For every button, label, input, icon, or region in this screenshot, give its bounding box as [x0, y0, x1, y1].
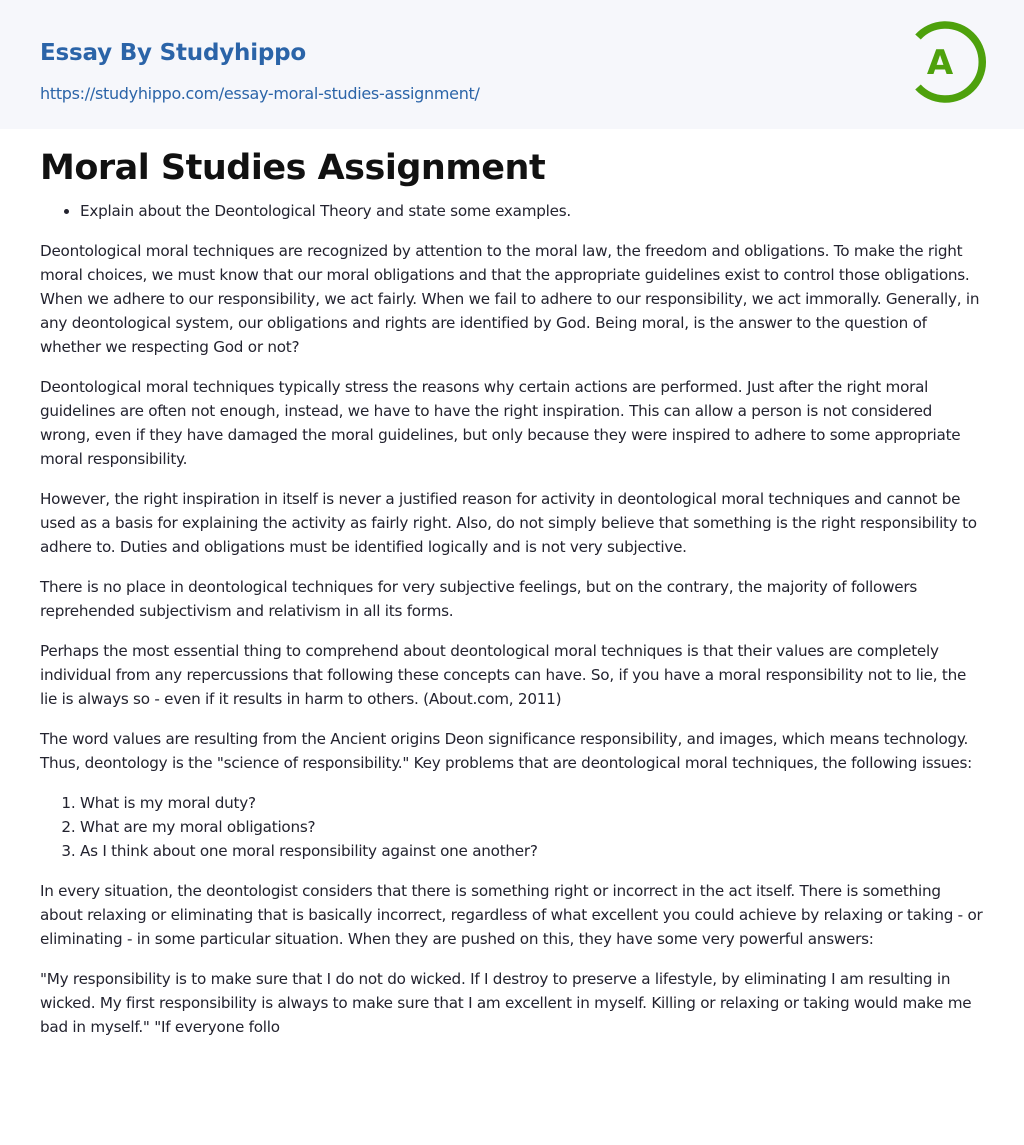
prompt-bullet-list: [40, 199, 984, 223]
paragraph: The word values are resulting from the Ancient origins Deon significance responsibility, and images, which means technology. Thus, deontology is the "science of responsibility." Key problems that are deontological moral techniques, the following issues:: [40, 730, 973, 772]
site-header: [0, 0, 1024, 129]
list-item: 2. What are my moral obligations?: [80, 815, 984, 839]
list-item: • Explain about the Deontological Theory and state some examples.: [80, 199, 984, 223]
site-title: Essay By Studyhippo: [40, 40, 307, 66]
essay-url-link[interactable]: https://studyhippo.com/essay-moral-studies-assignment/: [40, 84, 480, 103]
paragraph: There is no place in deontological techniques for very subjective feelings, but on the contrary, the majority of followers reprehended subjectivism and relativism in all its forms.: [40, 578, 917, 620]
key-questions-list: [40, 791, 984, 863]
paragraph: "My responsibility is to make sure that I do not do wicked. If I destroy to preserve a lifestyle, by eliminating I am resulting in wicked. My first responsibility is always to make sure that I am excellent in myself. Killing or relaxing or taking would make me bad in myself." "If everyone follo: [40, 970, 972, 1036]
paragraph: Deontological moral techniques are recognized by attention to the moral law, the freedom and obligations. To make the right moral choices, we must know that our moral obligations and that the appropriate guidelines exist to control those obligations. When we adhere to our responsibility, we act fairly. When we fail to adhere to our responsibility, we act immorally. Generally, in any deontological system, our obligations and rights are identified by God. Being moral, is the answer to the question of whether we respecting God or not?: [40, 242, 980, 356]
paragraph: Deontological moral techniques typically stress the reasons why certain actions are performed. Just after the right moral guidelines are often not enough, instead, we have to have the right inspiration. This can allow a person is not considered wrong, even if they have damaged the moral guidelines, but only because they were inspired to adhere to some appropriate moral responsibility.: [40, 378, 961, 468]
page-title: Moral Studies Assignment: [40, 148, 546, 188]
paragraph: However, the right inspiration in itself is never a justified reason for activity in deontological moral techniques and cannot be used as a basis for explaining the activity as fairly right. Also, do not simply believe that something is the right responsibility to adhere to. Duties and obligations must be identified logically and is not very subjective.: [40, 490, 977, 556]
list-item: 3. As I think about one moral responsibility against one another?: [80, 839, 984, 863]
list-item: 1. What is my moral duty?: [80, 791, 984, 815]
studyhippo-logo-icon[interactable]: [904, 18, 992, 106]
article-content: [0, 129, 1024, 1039]
logo-letter: A: [926, 43, 954, 83]
paragraph: Perhaps the most essential thing to comprehend about deontological moral techniques is that their values are completely individual from any repercussions that following these concepts can have. So, if you have a moral responsibility not to lie, the lie is always so - even if it results in harm to others. (About.com, 2011): [40, 642, 967, 708]
paragraph: In every situation, the deontologist considers that there is something right or incorrect in the act itself. There is something about relaxing or eliminating that is basically incorrect, regardless of what excellent you could achieve by relaxing or taking - or eliminating - in some particular situation. When they are pushed on this, they have some very powerful answers:: [40, 882, 983, 948]
